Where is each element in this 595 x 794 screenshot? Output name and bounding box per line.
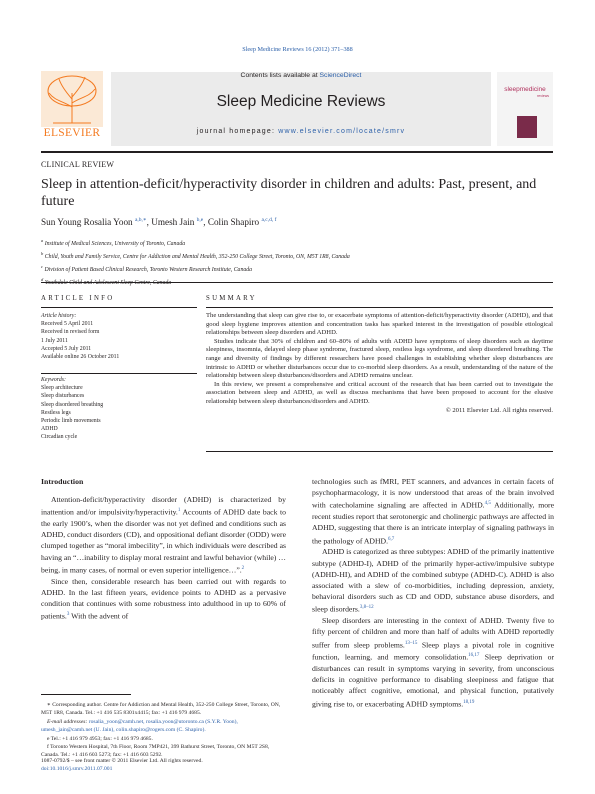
article-title: Sleep in attention-deficit/hyperactivity disorder in children and adults: Past, present, and future <box>41 177 537 209</box>
history-item: Received in revised form <box>41 329 100 336</box>
article-info-rule <box>41 307 197 308</box>
citation-link[interactable]: 3 <box>66 612 70 618</box>
citation-link[interactable]: 18,19 <box>463 699 475 705</box>
summary-paragraph: The understanding that sleep can give rise to, or exacerbate symptoms of attention-deficit/hyperactivity disorder (ADHD), and that good sleep hygiene improves attention and concentration tasks has sparked interest in the investigation of possible etiological relationships between sleep disorders and ADHD. <box>206 312 553 337</box>
issn-line: 1087-0792/$ – see front matter © 2011 Elsevier Ltd. All rights reserved. <box>41 758 203 764</box>
article-history <box>41 312 201 361</box>
contents-line <box>111 72 491 79</box>
citation-link[interactable]: 1 <box>177 508 181 514</box>
doi-link[interactable]: doi:10.1016/j.smrv.2011.07.001 <box>41 766 113 773</box>
bottom-info <box>41 757 203 773</box>
body-column-left <box>41 494 286 622</box>
body-column-right <box>312 476 554 709</box>
journal-homepage <box>111 128 491 135</box>
citation-link[interactable]: 13–15 <box>404 640 418 646</box>
summary-copyright: © 2011 Elsevier Ltd. All rights reserved. <box>445 406 553 414</box>
footnote-rule <box>41 694 131 695</box>
history-item: Received 5 April 2011 <box>41 321 94 328</box>
summary-bottom-rule <box>206 451 553 452</box>
summary-paragraph: In this review, we present a comprehensive and critical account of the research that has been carried out to investigate the association between sleep and ADHD, as well as discuss mechanisms that have been proposed to account for the elusive relationship between sleep disturbances/disorders and ADHD. <box>206 380 553 405</box>
keyword: Restless legs <box>41 409 71 416</box>
affiliation-c: $^c$ Division of Patient Based Clinical Research, Toronto Western Research Institute, Canada <box>41 264 253 274</box>
affiliation-d: $^d$ Youthdale Child and Adolescent Sleep Centre, Canada <box>41 277 172 287</box>
author-list <box>41 217 276 227</box>
author-2: Umesh Jain $^{b,e}$, <box>151 217 208 228</box>
body-paragraph: Since then, considerable research has been carried out with regards to ADHD. In the last fifteen years, evidence points to ADHD as a pervasive condition that continues with some robustness into adulthood in up to 60% of patients.$^3$ With the advent of <box>41 576 286 621</box>
cover-subtitle: reviews <box>537 94 549 98</box>
keyword: ADHD <box>41 426 58 433</box>
section-heading-introduction: Introduction <box>41 477 84 486</box>
citation-link[interactable]: 3,8–12 <box>359 605 374 611</box>
summary-rule <box>206 307 553 308</box>
author-3: Colin Shapiro $^{a,c,d, f}$ <box>207 217 277 228</box>
footnote-f: f Toronto Western Hospital, 7th Floor, Room 7MP421, 399 Bathurst Street, Toronto, ON M5T 2S8, Canada. Tel.: +1 416 603 5273; fax: +1 416 603 5292. <box>41 744 270 759</box>
footnote-e: e Tel.: +1 416 979 4953; fax: +1 416 979 4685. <box>47 735 153 742</box>
keyword: Sleep disturbances <box>41 393 85 400</box>
history-item: Accepted 5 July 2011 <box>41 345 92 352</box>
keywords <box>41 376 201 442</box>
sciencedirect-link[interactable]: ScienceDirect <box>319 72 362 79</box>
citation-link[interactable]: 4,5 <box>484 501 491 507</box>
section-tag: CLINICAL REVIEW <box>41 160 115 169</box>
summary-text <box>206 312 553 415</box>
journal-cover <box>497 72 553 146</box>
body-paragraph: technologies such as fMRI, PET scanners, and advances in certain facets of psychopharmacology, it is now understood that areas of the brain involved with catecholamine signaling are affected in ADHD.$^{4,5}$ Additionally, more recent studies report that serotonergic and cholinergic pathways are affected in ADHD, suggesting that there is an intricate interplay of signaling pathways in the pathology of ADHD.$^{6,7}$ <box>312 477 555 546</box>
homepage-link[interactable]: www.elsevier.com/locate/smrv <box>278 128 406 135</box>
homepage-prefix: journal homepage: <box>196 128 279 135</box>
email-links[interactable]: rosalia_yoon@camh.net, rosalia.yoon@utoronto.ca (S.Y.R. Yoon), umesh_jain@camh.net (U. Jain), colin.shapiro@rogers.com (C. Shapiro). <box>41 718 238 734</box>
citation-link[interactable]: 6,7 <box>388 536 395 542</box>
contents-prefix: Contents lists available at <box>240 72 320 79</box>
summary-heading: SUMMARY <box>206 295 257 302</box>
article-info-heading: ARTICLE INFO <box>41 295 115 302</box>
summary-paragraph: Studies indicate that 30% of children and 60–80% of adults with ADHD have symptoms of sleep disorders such as daytime sleepiness, insomnia, delayed sleep phase syndrome, fractured sleep, restless legs syndrome, and sleep disordered breathing. The range and diversity of findings by different researchers have posed challenges in establishing whether sleep disturbances are intrinsic to ADHD or whether disturbances occur due to co-morbid sleep disorders. As a result, understanding of the nature of the relationship between sleep disturbances/disorders and ADHD remains unclear. <box>206 337 553 380</box>
keyword: Periodic limb movements <box>41 418 101 425</box>
keywords-label: Keywords: <box>41 377 66 383</box>
keyword: Sleep disordered breathing <box>41 401 104 408</box>
footnote-corresponding: ∗ Corresponding author. Centre for Addiction and Mental Health, 352-250 College Street, Toronto, ON, M5T 1R8, Canada. Tel.: +1 416 535 8301x4415; fax: +1 416 979 4685. <box>41 702 281 717</box>
publisher-name: ELSEVIER <box>43 127 101 139</box>
affiliation-rule <box>41 282 553 283</box>
footnotes <box>41 701 286 760</box>
author-1: Sun Young Rosalia Yoon $^{a,b,∗}$, <box>41 217 152 228</box>
affiliations <box>41 236 551 289</box>
header-rule <box>41 151 553 153</box>
elsevier-logo <box>41 71 103 143</box>
journal-title: Sleep Medicine Reviews <box>216 93 386 110</box>
affiliation-a: $^a$ Institute of Medical Sciences, University of Toronto, Canada <box>41 238 186 247</box>
history-item: Available online 26 October 2011 <box>41 354 120 361</box>
body-paragraph: Attention-deficit/hyperactivity disorder (ADHD) is characterized by inattention and/or impulsivity/hyperactivity.$^1$ Accounts of ADHD date back to the early 1900’s, when the disorder was not yet defined and conditions such as ADHD, conduct disorders (CD), and oppositional defiant disorder (ODD) were clumped together as “moral imbecility”, in which individuals were described as having an “…inability to display moral restraint and lawful behavior (while) … being, in many cases, of normal or even superior intelligence…”.$^2$ <box>41 495 286 575</box>
journal-citation[interactable]: Sleep Medicine Reviews 16 (2012) 371–388 <box>242 46 353 53</box>
affiliation-b: $^b$ Child, Youth and Family Service, Centre for Addiction and Mental Health, 352-250 College Street, Toronto, ON, M5T 1R8, Canada <box>41 251 350 261</box>
body-paragraph: ADHD is categorized as three subtypes: ADHD of the primarily inattentive subtype (ADHD-I), ADHD of the primarily hyper-active/impulsive subtype (ADHD-HI), and ADHD of the combined subtype (ADHD-C). ADHD is also associated with a slew of co-morbidities, including depression, anxiety, behavioral disorders such as CD and ODD, substance abuse disorders, and sleep disorders.$^{3,8-12}$ <box>312 547 554 614</box>
keyword: Circadian cycle <box>41 434 78 441</box>
footnote-emails: E-mail addresses: rosalia_yoon@camh.net, rosalia.yoon@utoronto.ca (S.Y.R. Yoon), umesh_jain@camh.net (U. Jain), colin.shapiro@rogers.com (C. Shapiro). <box>41 718 238 734</box>
citation-link[interactable]: 16,17 <box>468 653 480 659</box>
citation-link[interactable]: 2 <box>241 565 245 571</box>
cover-title: sleepmedicine <box>504 86 546 93</box>
body-paragraph: Sleep disorders are interesting in the context of ADHD. Twenty five to fifty percent of children and more than half of adults with ADHD reportedly suffer from sleep problems.$^{13-15}$ Sleep plays a pivotal role in cognitive function, learning, and memory consolidation.$^{16,17}$ Sleep deprivation or disturbances can result in symptoms varying in severity, from unconscious deficits in cognitive performance to disabling sleepiness and fatigue that noticeably affect cognitive, emotional, and physical function, putatively giving rise to, or exacerbating ADHD symptoms.$^{18,19}$ <box>312 616 555 709</box>
cover-image <box>517 116 537 138</box>
history-label: Article history: <box>41 313 77 319</box>
keyword: Sleep architecture <box>41 385 83 392</box>
keywords-rule <box>41 373 197 374</box>
history-item: 1 July 2011 <box>41 337 68 344</box>
